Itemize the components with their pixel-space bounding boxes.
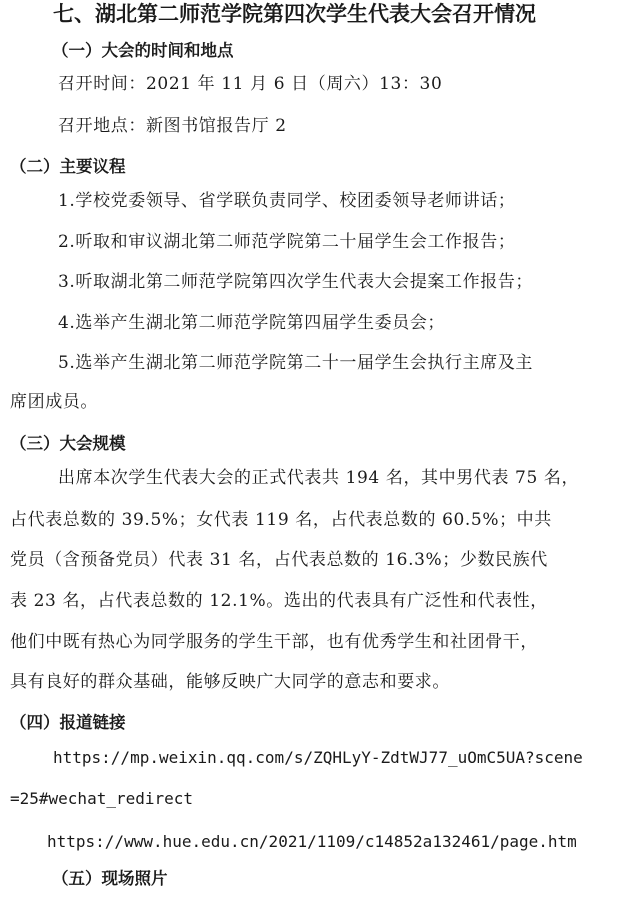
agenda-item: 1.学校党委领导、省学联负责同学、校团委领导老师讲话； <box>58 191 516 211</box>
section-heading-links: （四）报道链接 <box>10 713 126 732</box>
scale-paragraph-line: 出席本次学生代表大会的正式代表共 194 名，其中男代表 75 名， <box>58 468 580 488</box>
report-link-wechat[interactable]: https://mp.weixin.qq.com/s/ZQHLyY-ZdtWJ77_uOmC5UA?scene <box>53 748 583 767</box>
document-title: 七、湖北第二师范学院第四次学生代表大会召开情况 <box>53 2 536 26</box>
scale-paragraph-line: 具有良好的群众基础，能够反映广大同学的意志和要求。 <box>10 672 450 692</box>
section-heading-time-place: （一）大会的时间和地点 <box>52 41 234 60</box>
agenda-item: 4.选举产生湖北第二师范学院第四届学生委员会； <box>58 313 446 333</box>
section-heading-agenda: （二）主要议程 <box>10 157 126 176</box>
meeting-time: 召开时间：2021 年 11 月 6 日（周六）13：30 <box>58 74 443 94</box>
scale-paragraph-line: 他们中既有热心为同学服务的学生干部，也有优秀学生和社团骨干， <box>10 632 538 652</box>
report-link-wechat-continuation[interactable]: =25#wechat_redirect <box>10 789 194 808</box>
section-heading-scale: （三）大会规模 <box>10 434 126 453</box>
report-link-hue[interactable]: https://www.hue.edu.cn/2021/1109/c14852a132461/page.htm <box>47 832 577 851</box>
agenda-item: 5.选举产生湖北第二师范学院第二十一届学生会执行主席及主 <box>58 353 534 373</box>
agenda-item: 2.听取和审议湖北第二师范学院第二十届学生会工作报告； <box>58 232 516 252</box>
meeting-place: 召开地点：新图书馆报告厅 2 <box>58 116 287 136</box>
agenda-item: 3.听取湖北第二师范学院第四次学生代表大会提案工作报告； <box>58 272 534 292</box>
agenda-item-continuation: 席团成员。 <box>10 392 98 412</box>
section-heading-photos: （五）现场照片 <box>52 869 168 888</box>
scale-paragraph-line: 党员（含预备党员）代表 31 名，占代表总数的 16.3%；少数民族代 <box>10 550 548 570</box>
scale-paragraph-line: 表 23 名，占代表总数的 12.1%。选出的代表具有广泛性和代表性， <box>10 591 548 611</box>
scale-paragraph-line: 占代表总数的 39.5%；女代表 119 名，占代表总数的 60.5%；中共 <box>10 510 552 530</box>
